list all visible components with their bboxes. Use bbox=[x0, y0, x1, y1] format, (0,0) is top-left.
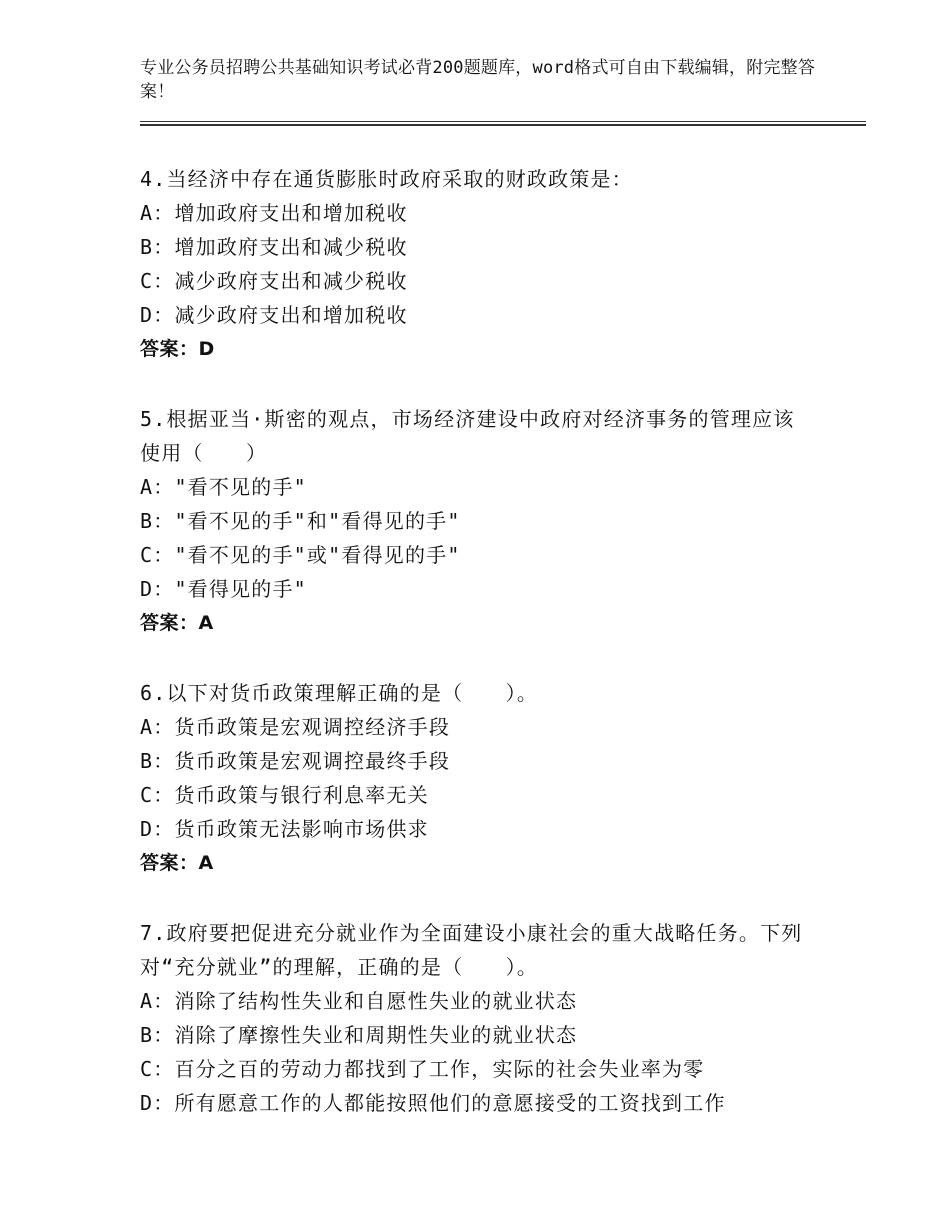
question-text: 4.当经济中存在通货膨胀时政府采取的财政政策是： bbox=[140, 167, 633, 191]
question-5 bbox=[140, 402, 810, 640]
option-c: C：百分之百的劳动力都找到了工作，实际的社会失业率为零 bbox=[140, 1057, 705, 1081]
answer-label: 答案：A bbox=[140, 852, 214, 874]
header-divider bbox=[140, 121, 866, 127]
option-d: D："看得见的手" bbox=[140, 577, 307, 601]
document-header: 专业公务员招聘公共基础知识考试必背200题题库，word格式可自由下载编辑，附完整答案！ bbox=[140, 58, 816, 102]
option-c: C：货币政策与银行利息率无关 bbox=[140, 783, 429, 807]
option-d: D：所有愿意工作的人都能按照他们的意愿接受的工资找到工作 bbox=[140, 1091, 726, 1115]
option-c: C："看不见的手"或"看得见的手" bbox=[140, 543, 461, 567]
option-a: A："看不见的手" bbox=[140, 475, 307, 499]
divider-thick-line bbox=[140, 124, 866, 126]
question-7 bbox=[140, 916, 810, 1120]
option-a: A：货币政策是宏观调控经济手段 bbox=[140, 715, 451, 739]
question-text: 5.根据亚当·斯密的观点，市场经济建设中政府对经济事务的管理应该使用（ ） bbox=[140, 407, 795, 465]
answer-label: 答案：D bbox=[140, 338, 215, 360]
question-text: 6.以下对货币政策理解正确的是（ ）。 bbox=[140, 681, 539, 705]
option-b: B："看不见的手"和"看得见的手" bbox=[140, 509, 461, 533]
option-d: D：货币政策无法影响市场供求 bbox=[140, 817, 429, 841]
option-c: C：减少政府支出和减少税收 bbox=[140, 269, 408, 293]
option-b: B：消除了摩擦性失业和周期性失业的就业状态 bbox=[140, 1023, 578, 1047]
question-4 bbox=[140, 162, 810, 366]
question-6 bbox=[140, 676, 810, 880]
option-a: A：增加政府支出和增加税收 bbox=[140, 201, 408, 225]
option-b: B：货币政策是宏观调控最终手段 bbox=[140, 749, 451, 773]
option-a: A：消除了结构性失业和自愿性失业的就业状态 bbox=[140, 989, 578, 1013]
answer-label: 答案：A bbox=[140, 612, 214, 634]
option-b: B：增加政府支出和减少税收 bbox=[140, 235, 408, 259]
divider-thin-line bbox=[140, 121, 866, 122]
option-d: D：减少政府支出和增加税收 bbox=[140, 303, 408, 327]
question-text: 7.政府要把促进充分就业作为全面建设小康社会的重大战略任务。下列对“充分就业”的理解，正确的是（ ）。 bbox=[140, 921, 803, 979]
question-list bbox=[140, 162, 810, 1156]
